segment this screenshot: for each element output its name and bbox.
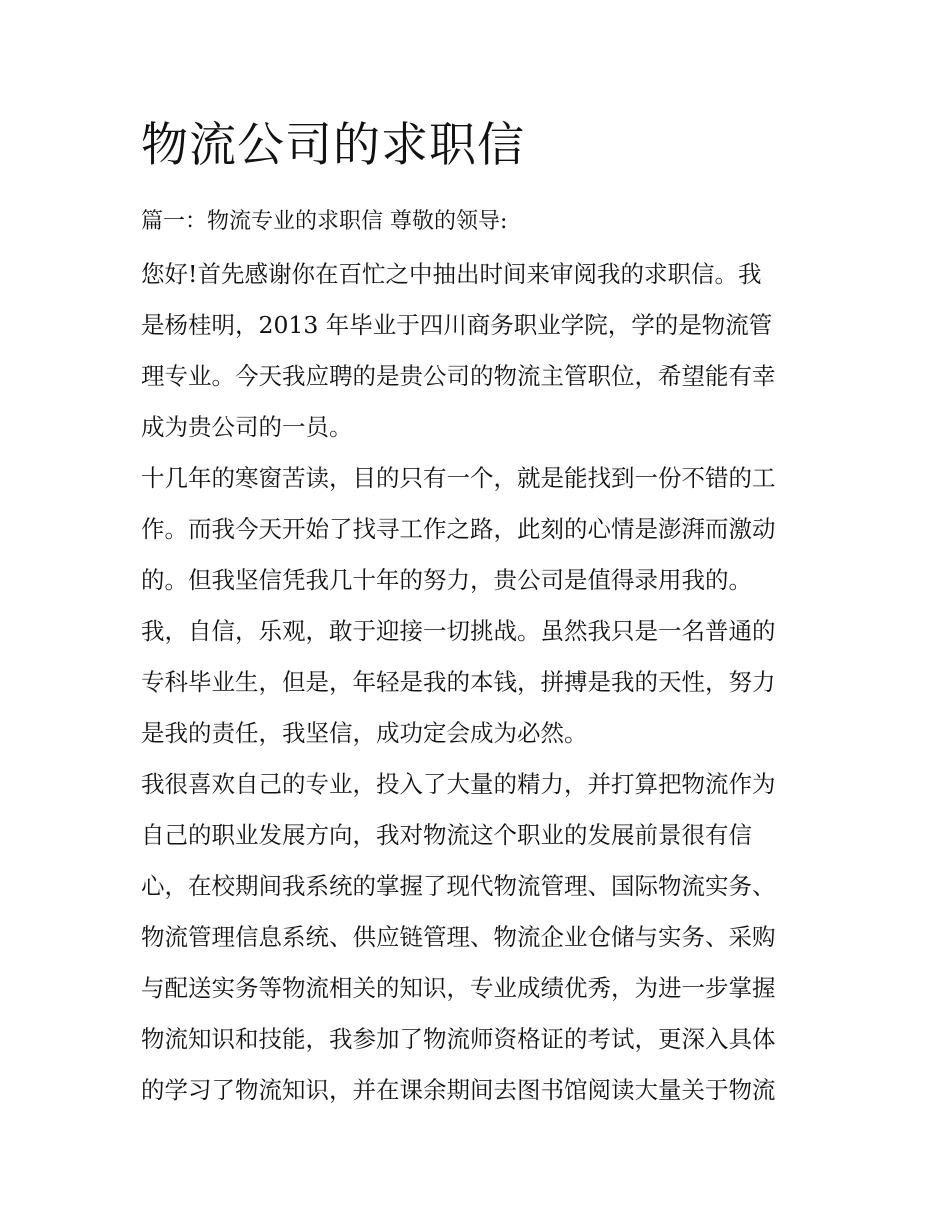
document-body <box>141 253 831 1120</box>
text-line: 自己的职业发展方向，我对物流这个职业的发展前景很有信 <box>141 821 752 849</box>
text-line: 的。但我坚信凭我几十年的努力，贵公司是值得录用我的。 <box>141 566 752 594</box>
text-line: 我很喜欢自己的专业，投入了大量的精力，并打算把物流作为 <box>141 770 776 798</box>
text-line: 物流知识和技能，我参加了物流师资格证的考试，更深入具体 <box>141 1025 776 1053</box>
text-line: 我，自信，乐观，敢于迎接一切挑战。虽然我只是一名普通的 <box>141 617 776 645</box>
text-line: 理专业。今天我应聘的是贵公司的物流主管职位，希望能有幸 <box>141 362 776 390</box>
text-line: 专科毕业生，但是，年轻是我的本钱，拼搏是我的天性，努力 <box>141 668 776 696</box>
document-title: 物流公司的求职信 <box>141 118 525 173</box>
text-line: 成为贵公司的一员。 <box>141 413 353 441</box>
text-line: 作。而我今天开始了找寻工作之路，此刻的心情是澎湃而激动 <box>141 515 776 543</box>
text-line: 您好!首先感谢你在百忙之中抽出时间来审阅我的求职信。我 <box>141 260 762 288</box>
text-line: 是我的责任，我坚信，成功定会成为必然。 <box>141 719 588 747</box>
text-line: 心，在校期间我系统的掌握了现代物流管理、国际物流实务、 <box>141 872 776 900</box>
text-line: 是杨桂明，2013 年毕业于四川商务职业学院，学的是物流管 <box>141 311 773 339</box>
text-line: 物流管理信息系统、供应链管理、物流企业仓储与实务、采购 <box>141 923 776 951</box>
text-line: 的学习了物流知识，并在课余期间去图书馆阅读大量关于物流 <box>141 1076 776 1104</box>
text-line: 与配送实务等物流相关的知识，专业成绩优秀，为进一步掌握 <box>141 974 776 1002</box>
text-line: 十几年的寒窗苦读，目的只有一个，就是能找到一份不错的工 <box>141 464 776 492</box>
document-subtitle: 篇一：物流专业的求职信 尊敬的领导: <box>141 209 508 234</box>
